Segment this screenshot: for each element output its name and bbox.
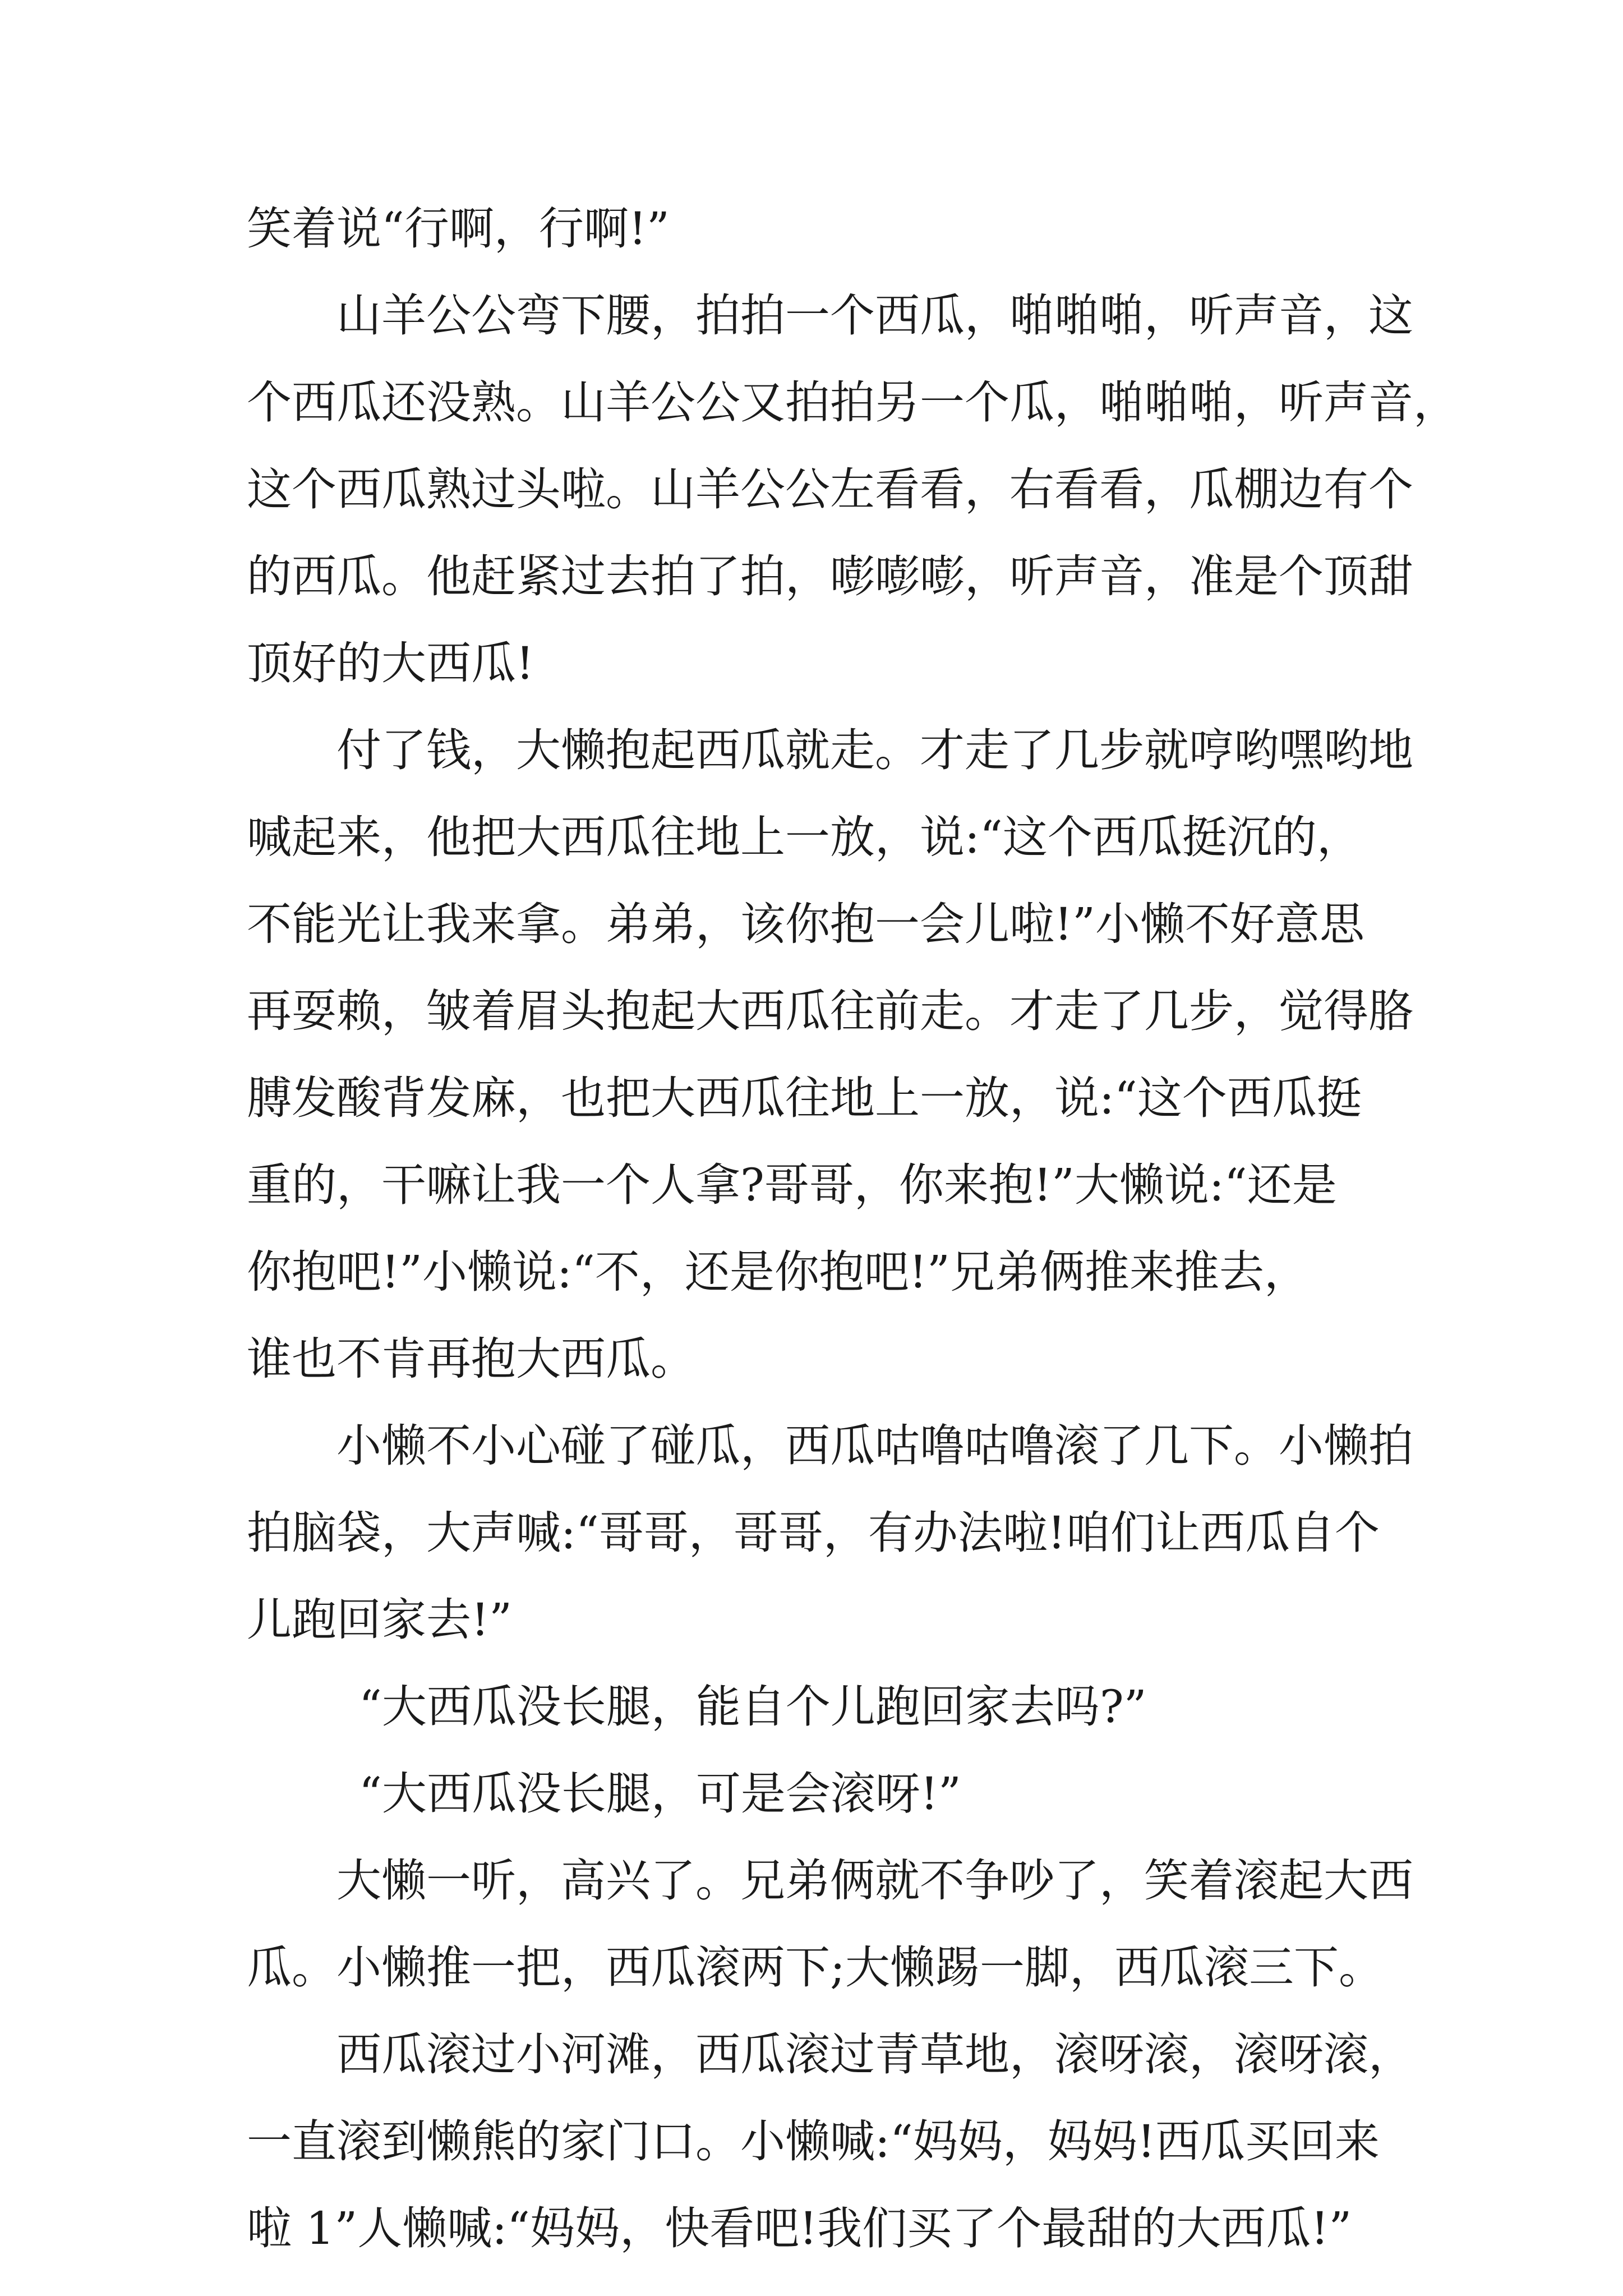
text-line: 一直滚到懒熊的家门口。小懒喊:“妈妈，妈妈!西瓜买回来 <box>247 2115 1380 2168</box>
text-line: 瓜。小懒推一把，西瓜滚两下;大懒踢一脚，西瓜滚三下。 <box>247 1941 1384 1994</box>
text-line: 这个西瓜熟过头啦。山羊公公左看看，右看看，瓜棚边有个 <box>247 463 1413 516</box>
story-text <box>247 185 1458 2272</box>
text-line: 儿跑回家去!” <box>247 1594 513 1646</box>
text-line: 谁也不肯再抱大西瓜。 <box>247 1333 695 1385</box>
text-line: 小懒不小心碰了碰瓜，西瓜咕噜咕噜滚了几下。小懒拍 <box>336 1420 1413 1472</box>
text-line: 笑着说“行啊，行啊!” <box>247 203 670 255</box>
text-line: 顶好的大西瓜! <box>247 637 534 689</box>
text-line: 你抱吧!”小懒说:“不，还是你抱吧!”兄弟俩推来推去， <box>247 1246 1309 1298</box>
text-line: 拍脑袋，大声喊:“哥哥，哥哥，有办法啦!咱们让西瓜自个 <box>247 1507 1380 1559</box>
text-line: 山羊公公弯下腰，拍拍一个西瓜，啪啪啪，听声音，这 <box>336 289 1413 342</box>
text-line: 大懒一听，高兴了。兄弟俩就不争吵了，笑着滚起大西 <box>336 1855 1413 1907</box>
text-line: 付了钱，大懒抱起西瓜就走。才走了几步就哼哟嘿哟地 <box>336 724 1413 776</box>
text-line: 不能光让我来拿。弟弟，该你抱一会儿啦!”小懒不好意思 <box>247 898 1365 950</box>
text-line: 个西瓜还没熟。山羊公公又拍拍另一个瓜，啪啪啪，听声音， <box>247 376 1458 429</box>
quote-line: “大西瓜没长腿，可是会滚呀!” <box>359 1768 961 1820</box>
quote-line: “大西瓜没长腿，能自个儿跑回家去吗?” <box>359 1681 1147 1733</box>
text-line: 啦 1”人懒喊:“妈妈，快看吧!我们买了个最甜的大西瓜!” <box>247 2202 1352 2254</box>
text-line: 西瓜滚过小河滩，西瓜滚过青草地，滚呀滚，滚呀滚， <box>336 2028 1413 2081</box>
text-line: 喊起来，他把大西瓜往地上一放，说:“这个西瓜挺沉的， <box>247 811 1362 863</box>
text-line: 的西瓜。他赶紧过去拍了拍，嘭嘭嘭，听声音，准是个顶甜 <box>247 550 1413 602</box>
text-line: 再耍赖，皱着眉头抱起大西瓜往前走。才走了几步，觉得胳 <box>247 985 1413 1037</box>
text-line: 膊发酸背发麻，也把大西瓜往地上一放，说:“这个西瓜挺 <box>247 1072 1362 1124</box>
text-line: 重的，干嘛让我一个人拿?哥哥，你来抱!”大懒说:“还是 <box>247 1159 1337 1211</box>
